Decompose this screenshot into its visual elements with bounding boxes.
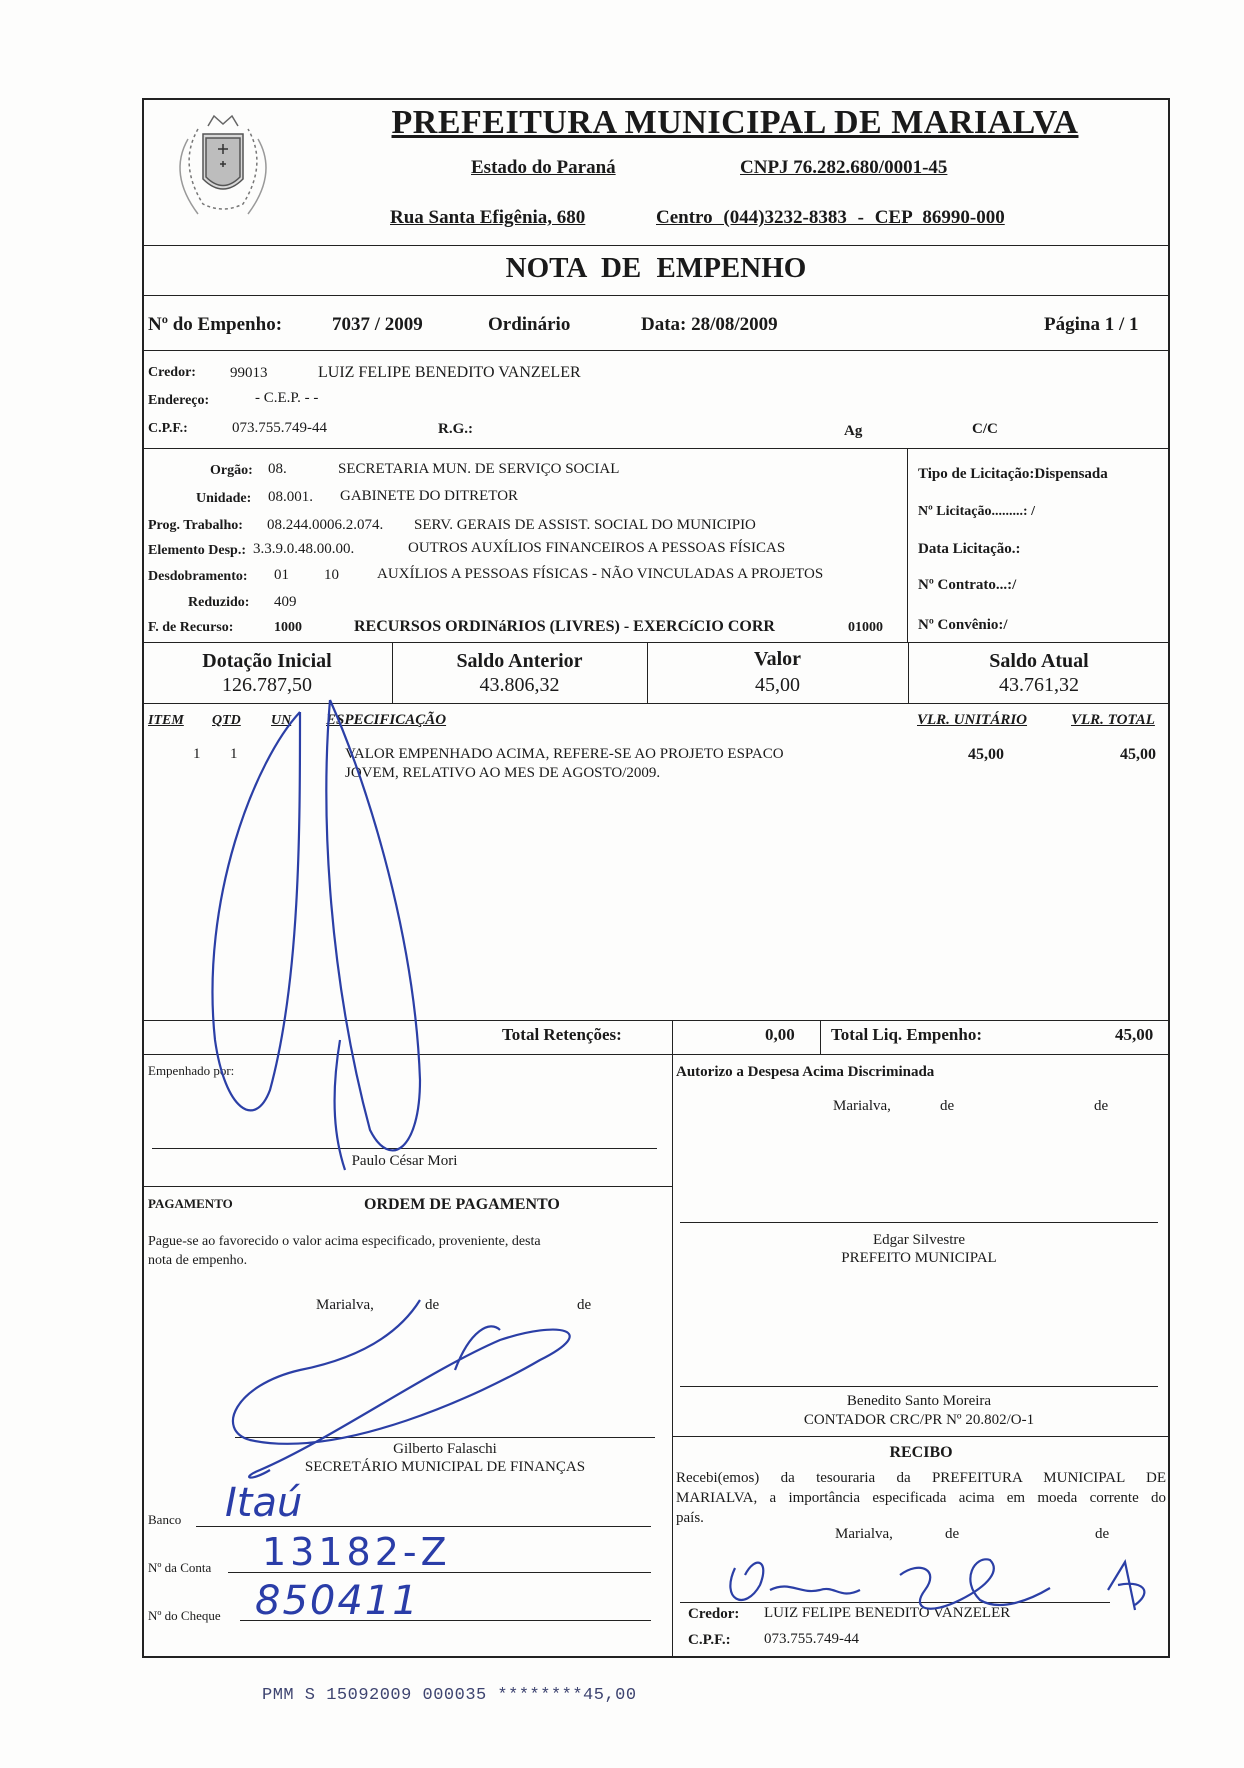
orgao-label: Orgão: [210, 463, 253, 478]
pagamento-de1: de [425, 1297, 440, 1313]
document-title: NOTA DE EMPENHO [505, 252, 807, 284]
autorizo-de1: de [940, 1098, 955, 1114]
contador-role: CONTADOR CRC/PR Nº 20.802/O-1 [803, 1412, 1035, 1428]
recibo-de2: de [1095, 1526, 1110, 1542]
tipo-licitacao: Tipo de Licitação:Dispensada [918, 466, 1108, 482]
cpf-label: C.P.F.: [148, 421, 188, 436]
desdobramento-b: 10 [324, 567, 339, 583]
ag-label: Ag [844, 423, 863, 439]
elemento-label: Elemento Desp.: [148, 543, 246, 558]
saldo-anterior-value: 43.806,32 [479, 674, 560, 696]
col-qtd: QTD [212, 713, 241, 728]
numero-convenio: Nº Convênio:/ [918, 617, 1008, 633]
cpf-value: 073.755.749-44 [232, 420, 327, 436]
pagamento-de2: de [577, 1297, 592, 1313]
col-un: UN [271, 713, 292, 728]
prefeito-role: PREFEITO MUNICIPAL [841, 1250, 997, 1266]
numero-contrato: Nº Contrato...:/ [918, 577, 1017, 593]
item-desc-line1: VALOR EMPENHADO ACIMA, REFERE-SE AO PROJETO ESPACO [345, 746, 784, 762]
recurso-code: 1000 [274, 620, 302, 635]
unidade-desc: GABINETE DO DITRETOR [340, 488, 519, 504]
banco-value: Itaú [225, 1480, 303, 1526]
empenho-number: 7037 / 2009 [332, 314, 423, 335]
credor-label: Credor: [148, 365, 196, 380]
item-qtd: 1 [230, 746, 238, 762]
trabalho-label: Prog. Trabalho: [148, 518, 243, 533]
cc-label: C/C [972, 421, 998, 437]
elemento-code: 3.3.9.0.48.00.00. [253, 541, 355, 557]
address-label: Rua Santa Efigênia, 680 [390, 207, 586, 228]
reduzido-value: 409 [274, 594, 297, 610]
col-vlr-unitario: VLR. UNITÁRIO [917, 712, 1028, 728]
secretario-role: SECRETÁRIO MUNICIPAL DE FINANÇAS [304, 1459, 586, 1475]
unidade-code: 08.001. [268, 489, 313, 505]
dotacao-inicial-value: 126.787,50 [222, 674, 312, 696]
trabalho-desc: SERV. GERAIS DE ASSIST. SOCIAL DO MUNICIPIO [414, 517, 756, 533]
recibo-credor-name: LUIZ FELIPE BENEDITO VANZELER [764, 1605, 1011, 1621]
saldo-anterior-label: Saldo Anterior [456, 650, 583, 672]
credor-code: 99013 [230, 365, 268, 381]
orgao-code: 08. [268, 461, 287, 477]
address-field-value: - C.E.P. - - [255, 390, 319, 406]
recibo-place: Marialva, [835, 1526, 893, 1542]
autorizo-label: Autorizo a Despesa Acima Discriminada [676, 1064, 935, 1080]
total-liq-value: 45,00 [1115, 1025, 1154, 1044]
autorizo-de2: de [1094, 1098, 1109, 1114]
pagamento-text-line1: Pague-se ao favorecido o valor acima especificado, proveniente, desta [148, 1234, 541, 1249]
banco-label: Banco [148, 1512, 182, 1527]
conta-value: 13182-Z [262, 1530, 451, 1574]
page-number: Página 1 / 1 [1044, 314, 1139, 335]
col-item: ITEM [148, 713, 184, 728]
pagamento-place: Marialva, [316, 1297, 374, 1313]
item-unit-value: 45,00 [968, 746, 1004, 763]
elemento-desc: OUTROS AUXÍLIOS FINANCEIROS A PESSOAS FÍSICAS [408, 540, 786, 556]
page-title: PREFEITURA MUNICIPAL DE MARIALVA [391, 104, 1079, 141]
total-retencoes-value: 0,00 [765, 1025, 795, 1044]
recibo-text-line3: país. [676, 1510, 704, 1526]
recibo-title: RECIBO [889, 1444, 953, 1461]
cnpj-label: CNPJ 76.282.680/0001-45 [740, 157, 948, 178]
desdobramento-desc: AUXÍLIOS A PESSOAS FÍSICAS - NÃO VINCULADAS A PROJETOS [377, 566, 824, 582]
empenho-number-label: Nº do Empenho: [148, 314, 283, 335]
address-field-label: Endereço: [148, 393, 210, 408]
rg-label: R.G.: [438, 421, 473, 437]
recurso-desc: RECURSOS ORDINáRIOS (LIVRES) - EXERCíCIO CORR [354, 618, 775, 635]
item-desc-line2: JOVEM, RELATIVO AO MES DE AGOSTO/2009. [345, 765, 661, 781]
recibo-text-line1: Recebi(emos) da tesouraria da PREFEITURA MUNICIPAL DE [676, 1470, 1166, 1486]
saldo-atual-value: 43.761,32 [999, 674, 1079, 696]
district-phone-label: Centro (044)3232-8383 - CEP 86990-000 [656, 207, 1005, 228]
pagamento-label: PAGAMENTO [148, 1196, 233, 1211]
conta-label: Nº da Conta [148, 1560, 212, 1575]
recibo-text-line2: MARIALVA, a importância especificada acima em moeda corrente do [676, 1490, 1166, 1506]
item-total-value: 45,00 [1120, 746, 1156, 763]
valor-value: 45,00 [755, 674, 800, 696]
reduzido-label: Reduzido: [188, 595, 250, 610]
secretario-name: Gilberto Falaschi [393, 1441, 497, 1457]
ordem-pagamento-label: ORDEM DE PAGAMENTO [364, 1196, 560, 1213]
empenho-date: Data: 28/08/2009 [641, 314, 778, 335]
cheque-label: Nº do Cheque [148, 1608, 221, 1623]
empenhado-name: Paulo César Mori [351, 1153, 458, 1169]
valor-label: Valor [753, 648, 802, 670]
state-label: Estado do Paraná [471, 157, 616, 178]
recibo-cpf-value: 073.755.749-44 [764, 1631, 859, 1647]
empenhado-label: Empenhado por: [148, 1063, 235, 1078]
item-number: 1 [193, 746, 201, 762]
orgao-desc: SECRETARIA MUN. DE SERVIÇO SOCIAL [338, 461, 620, 477]
col-vlr-total: VLR. TOTAL [1071, 712, 1155, 728]
contador-name: Benedito Santo Moreira [846, 1393, 992, 1409]
cheque-value: 850411 [255, 1578, 420, 1624]
payment-stamp: PMM S 15092009 000035 ********45,00 [262, 1686, 637, 1705]
saldo-atual-label: Saldo Atual [989, 650, 1089, 672]
recibo-cpf-label: C.P.F.: [688, 1632, 731, 1648]
recibo-de1: de [945, 1526, 960, 1542]
numero-licitacao: Nº Licitação.........: / [918, 504, 1035, 519]
recibo-credor-label: Credor: [688, 1606, 740, 1622]
recurso-fonte: 01000 [848, 620, 883, 635]
total-retencoes-label: Total Retenções: [502, 1025, 622, 1044]
pagamento-text-line2: nota de empenho. [148, 1253, 248, 1268]
desdobramento-a: 01 [274, 567, 289, 583]
unidade-label: Unidade: [196, 491, 252, 506]
total-liq-label: Total Liq. Empenho: [831, 1025, 982, 1044]
autorizo-place: Marialva, [833, 1098, 891, 1114]
dotacao-inicial-label: Dotação Inicial [202, 650, 332, 672]
desdobramento-label: Desdobramento: [148, 569, 248, 584]
prefeito-name: Edgar Silvestre [872, 1232, 966, 1248]
data-licitacao: Data Licitação.: [918, 541, 1021, 557]
col-especificacao: ESPECIFICAÇÃO [326, 712, 447, 728]
recurso-label: F. de Recurso: [148, 620, 234, 635]
empenho-type: Ordinário [488, 314, 571, 335]
credor-name: LUIZ FELIPE BENEDITO VANZELER [318, 364, 581, 381]
trabalho-code: 08.244.0006.2.074. [267, 517, 384, 533]
